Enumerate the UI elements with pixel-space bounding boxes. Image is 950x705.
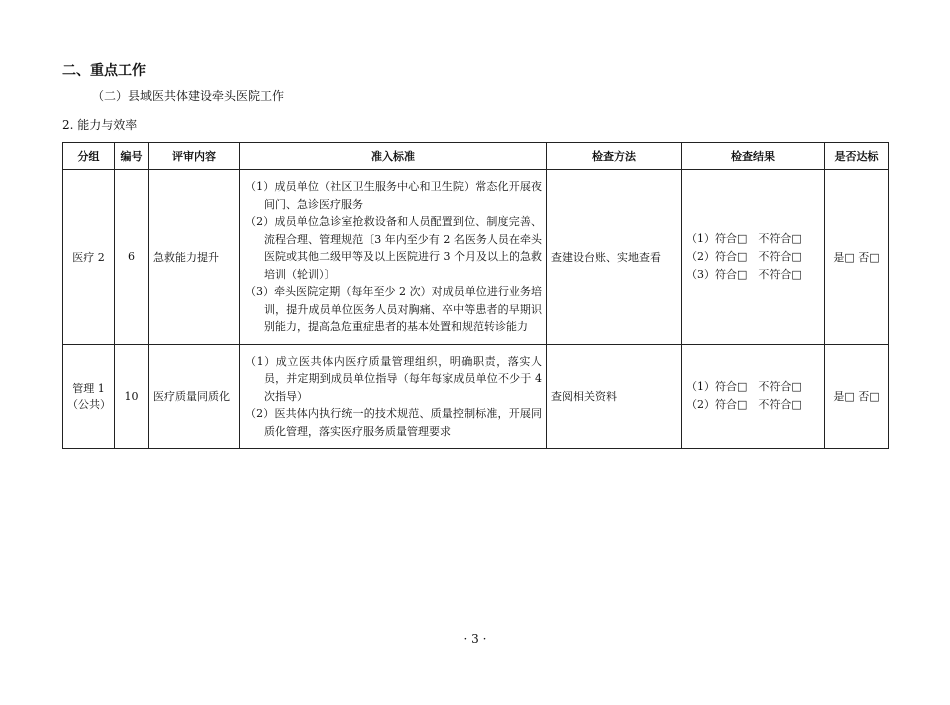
method-cell: 查建设台账、实地查看 — [547, 170, 682, 345]
result-item: （2）符合□ 不符合□ — [686, 249, 802, 263]
group-cell — [63, 344, 115, 449]
compliance-cell: 是□ 否□ — [825, 170, 889, 345]
result-cell — [682, 170, 825, 345]
method-cell: 查阅相关资料 — [547, 344, 682, 449]
result-item: （2）符合□ 不符合□ — [686, 398, 802, 412]
criteria-item: （1）成员单位（社区卫生服务中心和卫生院）常态化开展夜间门、急诊医疗服务 — [245, 180, 542, 211]
criteria-cell — [240, 170, 547, 345]
table-row — [63, 344, 889, 449]
section-heading: 二、重点工作 — [62, 63, 146, 79]
result-item: （3）符合□ 不符合□ — [686, 267, 802, 281]
header-number: 编号 — [115, 143, 149, 170]
header-criteria: 准入标准 — [240, 143, 547, 170]
criteria-item: （2）成员单位急诊室抢救设备和人员配置到位、制度完善、流程合理、管理规范〔3 年内至少有 2 名医务人员在牵头医院或其他二级甲等及以上医院进行 3 个月及以上的急救培训（轮训）〕 — [245, 215, 542, 281]
group-label: 医疗 2 — [72, 250, 105, 264]
criteria-item: （3）牵头医院定期（每年至少 2 次）对成员单位进行业务培训，提升成员单位医务人员对胸痛、卒中等患者的早期识别能力，提高急危重症患者的基本处置和规范转诊能力 — [245, 285, 542, 333]
result-cell — [682, 344, 825, 449]
result-item: （1）符合□ 不符合□ — [686, 380, 802, 394]
section-title: 2. 能力与效率 — [62, 118, 138, 132]
result-item: （1）符合□ 不符合□ — [686, 231, 802, 245]
group-label: 管理 1 — [72, 382, 105, 396]
number-cell: 6 — [115, 170, 149, 345]
criteria-cell — [240, 344, 547, 449]
evaluation-table — [62, 142, 889, 449]
header-group: 分组 — [63, 143, 115, 170]
content-cell: 医疗质量同质化 — [149, 344, 240, 449]
header-content: 评审内容 — [149, 143, 240, 170]
subsection-heading: （二）县域医共体建设牵头医院工作 — [92, 89, 285, 103]
group-cell — [63, 170, 115, 345]
compliance-cell: 是□ 否□ — [825, 344, 889, 449]
group-sublabel: （公共） — [67, 398, 111, 412]
page-number: · 3 · — [463, 632, 487, 646]
criteria-item: （1）成立医共体内医疗质量管理组织，明确职责，落实人员，并定期到成员单位指导（每年每家成员单位不少于 4 次指导） — [245, 354, 542, 403]
header-result: 检查结果 — [682, 143, 825, 170]
criteria-item: （2）医共体内执行统一的技术规范、质量控制标准，开展同质化管理，落实医疗服务质量管理要求 — [245, 407, 542, 438]
header-method: 检查方法 — [547, 143, 682, 170]
header-compliance: 是否达标 — [825, 143, 889, 170]
content-cell: 急救能力提升 — [149, 170, 240, 345]
number-cell: 10 — [115, 344, 149, 449]
table-row — [63, 170, 889, 345]
table-header-row — [63, 143, 889, 170]
